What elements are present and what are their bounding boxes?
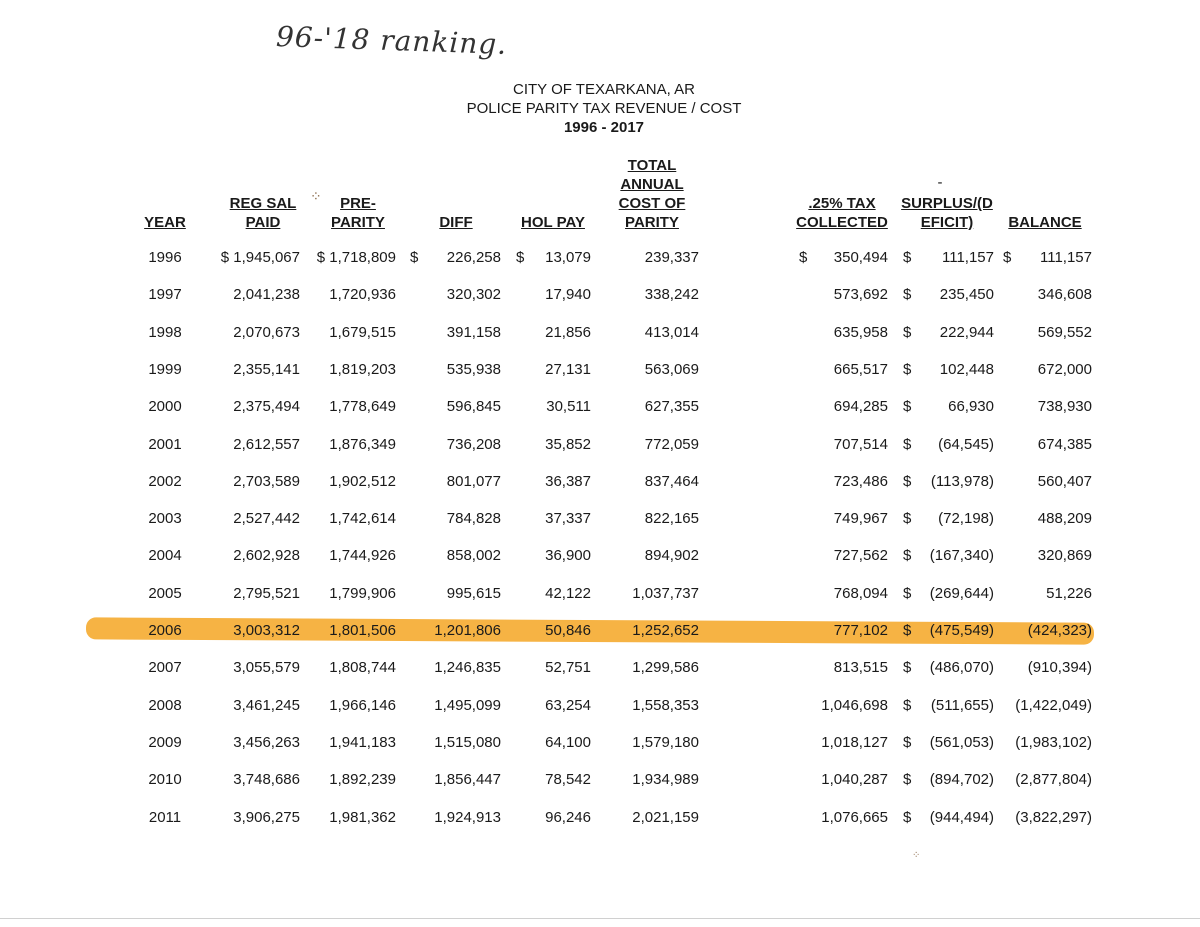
cell-diff: 226,258 bbox=[446, 249, 501, 266]
cell-surplus: (167,340) bbox=[929, 547, 994, 565]
currency-sign-surplus: $ bbox=[903, 584, 912, 602]
cell-diff: 784,828 bbox=[446, 510, 501, 528]
cell-total: 627,355 bbox=[644, 398, 699, 416]
cell-diff: 1,495,099 bbox=[434, 696, 501, 714]
cell-reg-sal: 3,003,312 bbox=[233, 622, 300, 639]
table-row bbox=[0, 659, 1200, 681]
cell-total: 1,934,989 bbox=[632, 771, 699, 789]
cell-year: 2010 bbox=[148, 771, 182, 789]
cell-pre-parity: 1,744,926 bbox=[329, 547, 396, 565]
currency-sign-surplus: $ bbox=[903, 472, 912, 490]
currency-sign-surplus: $ bbox=[903, 286, 912, 304]
cell-year: 2004 bbox=[148, 547, 182, 565]
currency-sign-diff: $ bbox=[410, 249, 419, 266]
cell-hol-pay: 64,100 bbox=[545, 733, 591, 751]
cell-surplus: (944,494) bbox=[929, 808, 994, 826]
cell-balance: 674,385 bbox=[1037, 435, 1092, 453]
cell-surplus: (511,655) bbox=[930, 696, 994, 714]
cell-surplus: (486,070) bbox=[929, 659, 994, 677]
currency-sign-surplus: $ bbox=[903, 547, 912, 565]
cell-year: 2005 bbox=[148, 584, 182, 602]
cell-hol-pay: 63,254 bbox=[545, 696, 591, 714]
cell-reg-sal: 3,906,275 bbox=[233, 808, 300, 826]
cell-year: 2000 bbox=[148, 398, 182, 416]
cell-hol-pay: 17,940 bbox=[545, 286, 591, 304]
cell-total: 1,558,353 bbox=[632, 696, 699, 714]
header-pre-parity: PRE- PARITY bbox=[331, 195, 385, 231]
header-dash: - bbox=[937, 174, 943, 191]
cell-reg-sal: 2,602,928 bbox=[233, 547, 300, 565]
cell-diff: 1,201,806 bbox=[434, 622, 501, 639]
cell-pre-parity: 1,778,649 bbox=[329, 398, 396, 416]
table-row bbox=[0, 398, 1200, 420]
table-row bbox=[0, 510, 1200, 532]
cell-pre-parity: 1,981,362 bbox=[329, 808, 396, 826]
header-hol-pay: HOL PAY bbox=[521, 214, 585, 231]
cell-hol-pay: 13,079 bbox=[545, 249, 591, 266]
cell-tax: 813,515 bbox=[833, 659, 888, 677]
cell-hol-pay: 78,542 bbox=[545, 771, 591, 789]
cell-tax: 573,692 bbox=[833, 286, 888, 304]
cell-year: 2001 bbox=[148, 435, 182, 453]
cell-pre-parity: 1,876,349 bbox=[329, 435, 396, 453]
cell-diff: 596,845 bbox=[446, 398, 501, 416]
table-row bbox=[0, 249, 1200, 271]
cell-balance: 346,608 bbox=[1037, 286, 1092, 304]
cell-surplus: 102,448 bbox=[939, 360, 994, 378]
header-diff: DIFF bbox=[439, 214, 473, 231]
cell-reg-sal: 3,456,263 bbox=[233, 733, 300, 751]
currency-sign-surplus: $ bbox=[903, 808, 912, 826]
cell-pre-parity: 1,902,512 bbox=[329, 472, 396, 490]
cell-year: 2002 bbox=[148, 472, 182, 490]
table-row bbox=[0, 734, 1200, 756]
cell-diff: 858,002 bbox=[446, 547, 501, 565]
currency-sign-surplus: $ bbox=[903, 659, 912, 677]
cell-tax: 749,967 bbox=[833, 510, 888, 528]
cell-balance: (2,877,804) bbox=[1015, 771, 1092, 789]
cell-surplus: 111,157 bbox=[942, 249, 994, 266]
cell-reg-sal: 2,527,442 bbox=[233, 510, 300, 528]
cell-balance: (1,983,102) bbox=[1015, 733, 1092, 751]
cell-hol-pay: 50,846 bbox=[545, 622, 591, 639]
cell-tax: 723,486 bbox=[833, 472, 888, 490]
cell-balance: (3,822,297) bbox=[1015, 808, 1092, 826]
currency-sign-surplus: $ bbox=[903, 249, 912, 266]
table-row bbox=[0, 809, 1200, 831]
cell-balance: (424,323) bbox=[1027, 622, 1092, 639]
cell-total: 563,069 bbox=[644, 360, 699, 378]
cell-total: 338,242 bbox=[644, 286, 699, 304]
header-tax-collected: .25% TAX COLLECTED bbox=[796, 195, 888, 231]
cell-tax: 727,562 bbox=[833, 547, 888, 565]
cell-balance: 488,209 bbox=[1037, 510, 1092, 528]
cell-balance: (1,422,049) bbox=[1015, 696, 1092, 714]
header-balance: BALANCE bbox=[1008, 214, 1082, 231]
cell-pre-parity: 1,892,239 bbox=[329, 771, 396, 789]
cell-year: 1999 bbox=[148, 360, 182, 378]
cell-hol-pay: 96,246 bbox=[545, 808, 591, 826]
cell-pre-parity: 1,799,906 bbox=[329, 584, 396, 602]
cell-hol-pay: 37,337 bbox=[545, 510, 591, 528]
cell-surplus: (475,549) bbox=[929, 622, 994, 639]
header-year: YEAR bbox=[144, 214, 186, 231]
cell-tax: 1,076,665 bbox=[821, 808, 888, 826]
cell-tax: 1,046,698 bbox=[821, 696, 888, 714]
currency-sign-balance: $ bbox=[1003, 249, 1012, 266]
cell-tax: 350,494 bbox=[833, 249, 888, 266]
title-block bbox=[404, 80, 804, 137]
table-row bbox=[0, 585, 1200, 607]
header-surplus-deficit: SURPLUS/(D EFICIT) bbox=[901, 195, 993, 231]
cell-total: 1,252,652 bbox=[632, 622, 699, 639]
cell-diff: 995,615 bbox=[446, 584, 501, 602]
paper-speck: ⁘ bbox=[310, 188, 322, 204]
table-row bbox=[0, 547, 1200, 569]
cell-reg-sal: $ 1,945,067 bbox=[220, 249, 300, 266]
cell-year: 2011 bbox=[148, 808, 182, 826]
cell-total: 894,902 bbox=[644, 547, 699, 565]
cell-tax: 777,102 bbox=[833, 622, 888, 639]
cell-balance: 569,552 bbox=[1037, 323, 1092, 341]
title-years: 1996 - 2017 bbox=[563, 119, 645, 136]
cell-tax: 707,514 bbox=[833, 435, 888, 453]
cell-balance: 51,226 bbox=[1046, 584, 1092, 602]
cell-hol-pay: 36,900 bbox=[545, 547, 591, 565]
cell-diff: 1,515,080 bbox=[434, 733, 501, 751]
table-row bbox=[0, 286, 1200, 308]
cell-diff: 1,856,447 bbox=[434, 771, 501, 789]
table-row bbox=[0, 771, 1200, 793]
cell-tax: 1,018,127 bbox=[821, 733, 888, 751]
cell-reg-sal: 2,041,238 bbox=[233, 286, 300, 304]
currency-sign-hol-pay: $ bbox=[516, 249, 525, 266]
currency-sign-surplus: $ bbox=[903, 510, 912, 528]
cell-total: 837,464 bbox=[644, 472, 699, 490]
currency-sign-surplus: $ bbox=[903, 622, 912, 639]
table-row bbox=[0, 324, 1200, 346]
table-row bbox=[0, 436, 1200, 458]
cell-total: 772,059 bbox=[644, 435, 699, 453]
cell-diff: 1,246,835 bbox=[434, 659, 501, 677]
header-reg-sal: REG SAL PAID bbox=[229, 195, 297, 231]
cell-diff: 736,208 bbox=[446, 435, 501, 453]
cell-diff: 535,938 bbox=[446, 360, 501, 378]
cell-year: 1996 bbox=[148, 249, 182, 266]
cell-diff: 391,158 bbox=[446, 323, 501, 341]
cell-hol-pay: 35,852 bbox=[545, 435, 591, 453]
cell-reg-sal: 3,461,245 bbox=[233, 696, 300, 714]
header-total-annual-cost: TOTAL ANNUAL COST OF PARITY bbox=[618, 157, 686, 231]
cell-year: 2007 bbox=[148, 659, 182, 677]
cell-year: 1997 bbox=[148, 286, 182, 304]
paper-speck: ⁘ bbox=[912, 850, 921, 861]
cell-reg-sal: 3,748,686 bbox=[233, 771, 300, 789]
table-row bbox=[0, 361, 1200, 383]
cell-reg-sal: 3,055,579 bbox=[233, 659, 300, 677]
cell-tax: 665,517 bbox=[833, 360, 888, 378]
currency-sign-surplus: $ bbox=[903, 323, 912, 341]
cell-pre-parity: 1,808,744 bbox=[329, 659, 396, 677]
currency-sign-surplus: $ bbox=[903, 435, 912, 453]
cell-year: 2008 bbox=[148, 696, 182, 714]
cell-pre-parity: 1,966,146 bbox=[329, 696, 396, 714]
cell-surplus: (894,702) bbox=[929, 771, 994, 789]
handwritten-annotation: 96-'18 ranking. bbox=[275, 19, 508, 62]
cell-year: 2006 bbox=[148, 622, 182, 639]
cell-tax: 635,958 bbox=[833, 323, 888, 341]
cell-pre-parity: 1,941,183 bbox=[329, 733, 396, 751]
cell-year: 2009 bbox=[148, 733, 182, 751]
currency-sign-surplus: $ bbox=[903, 360, 912, 378]
currency-sign-surplus: $ bbox=[903, 398, 912, 416]
cell-balance: 560,407 bbox=[1037, 472, 1092, 490]
table-row bbox=[0, 622, 1200, 644]
cell-total: 822,165 bbox=[644, 510, 699, 528]
cell-reg-sal: 2,070,673 bbox=[233, 323, 300, 341]
cell-reg-sal: 2,795,521 bbox=[233, 584, 300, 602]
cell-total: 239,337 bbox=[644, 249, 699, 266]
cell-total: 1,037,737 bbox=[632, 584, 699, 602]
cell-reg-sal: 2,355,141 bbox=[233, 360, 300, 378]
cell-total: 1,579,180 bbox=[632, 733, 699, 751]
currency-sign-tax: $ bbox=[799, 249, 808, 266]
cell-balance: 738,930 bbox=[1037, 398, 1092, 416]
cell-year: 1998 bbox=[148, 323, 182, 341]
cell-hol-pay: 52,751 bbox=[545, 659, 591, 677]
cell-total: 413,014 bbox=[644, 323, 699, 341]
cell-surplus: (561,053) bbox=[929, 733, 994, 751]
cell-balance: (910,394) bbox=[1027, 659, 1092, 677]
cell-surplus: (64,545) bbox=[938, 435, 994, 453]
cell-total: 2,021,159 bbox=[632, 808, 699, 826]
page-edge bbox=[0, 918, 1200, 919]
title-report: POLICE PARITY TAX REVENUE / COST bbox=[466, 100, 742, 117]
table-row bbox=[0, 473, 1200, 495]
cell-hol-pay: 27,131 bbox=[545, 360, 591, 378]
cell-tax: 694,285 bbox=[833, 398, 888, 416]
cell-surplus: 235,450 bbox=[939, 286, 994, 304]
cell-balance: 672,000 bbox=[1037, 360, 1092, 378]
cell-tax: 1,040,287 bbox=[821, 771, 888, 789]
cell-pre-parity: 1,819,203 bbox=[329, 360, 396, 378]
cell-year: 2003 bbox=[148, 510, 182, 528]
cell-balance: 320,869 bbox=[1037, 547, 1092, 565]
cell-hol-pay: 42,122 bbox=[545, 584, 591, 602]
cell-surplus: (72,198) bbox=[938, 510, 994, 528]
cell-surplus: (113,978) bbox=[930, 472, 994, 490]
cell-total: 1,299,586 bbox=[632, 659, 699, 677]
currency-sign-surplus: $ bbox=[903, 771, 912, 789]
cell-pre-parity: 1,679,515 bbox=[329, 323, 396, 341]
cell-balance: 111,157 bbox=[1040, 249, 1092, 266]
cell-diff: 320,302 bbox=[446, 286, 501, 304]
cell-surplus: 66,930 bbox=[948, 398, 994, 416]
cell-surplus: 222,944 bbox=[939, 323, 994, 341]
cell-surplus: (269,644) bbox=[929, 584, 994, 602]
cell-reg-sal: 2,375,494 bbox=[233, 398, 300, 416]
cell-diff: 1,924,913 bbox=[434, 808, 501, 826]
cell-pre-parity: 1,742,614 bbox=[329, 510, 396, 528]
cell-reg-sal: 2,612,557 bbox=[233, 435, 300, 453]
title-city: CITY OF TEXARKANA, AR bbox=[513, 81, 695, 98]
cell-hol-pay: 36,387 bbox=[545, 472, 591, 490]
currency-sign-surplus: $ bbox=[903, 696, 912, 714]
cell-reg-sal: 2,703,589 bbox=[233, 472, 300, 490]
cell-pre-parity: 1,720,936 bbox=[329, 286, 396, 304]
cell-tax: 768,094 bbox=[833, 584, 888, 602]
cell-pre-parity: $ 1,718,809 bbox=[316, 249, 396, 266]
cell-pre-parity: 1,801,506 bbox=[329, 622, 396, 639]
cell-hol-pay: 30,511 bbox=[546, 398, 591, 416]
cell-hol-pay: 21,856 bbox=[545, 323, 591, 341]
table-row bbox=[0, 697, 1200, 719]
currency-sign-surplus: $ bbox=[903, 733, 912, 751]
cell-diff: 801,077 bbox=[446, 472, 501, 490]
